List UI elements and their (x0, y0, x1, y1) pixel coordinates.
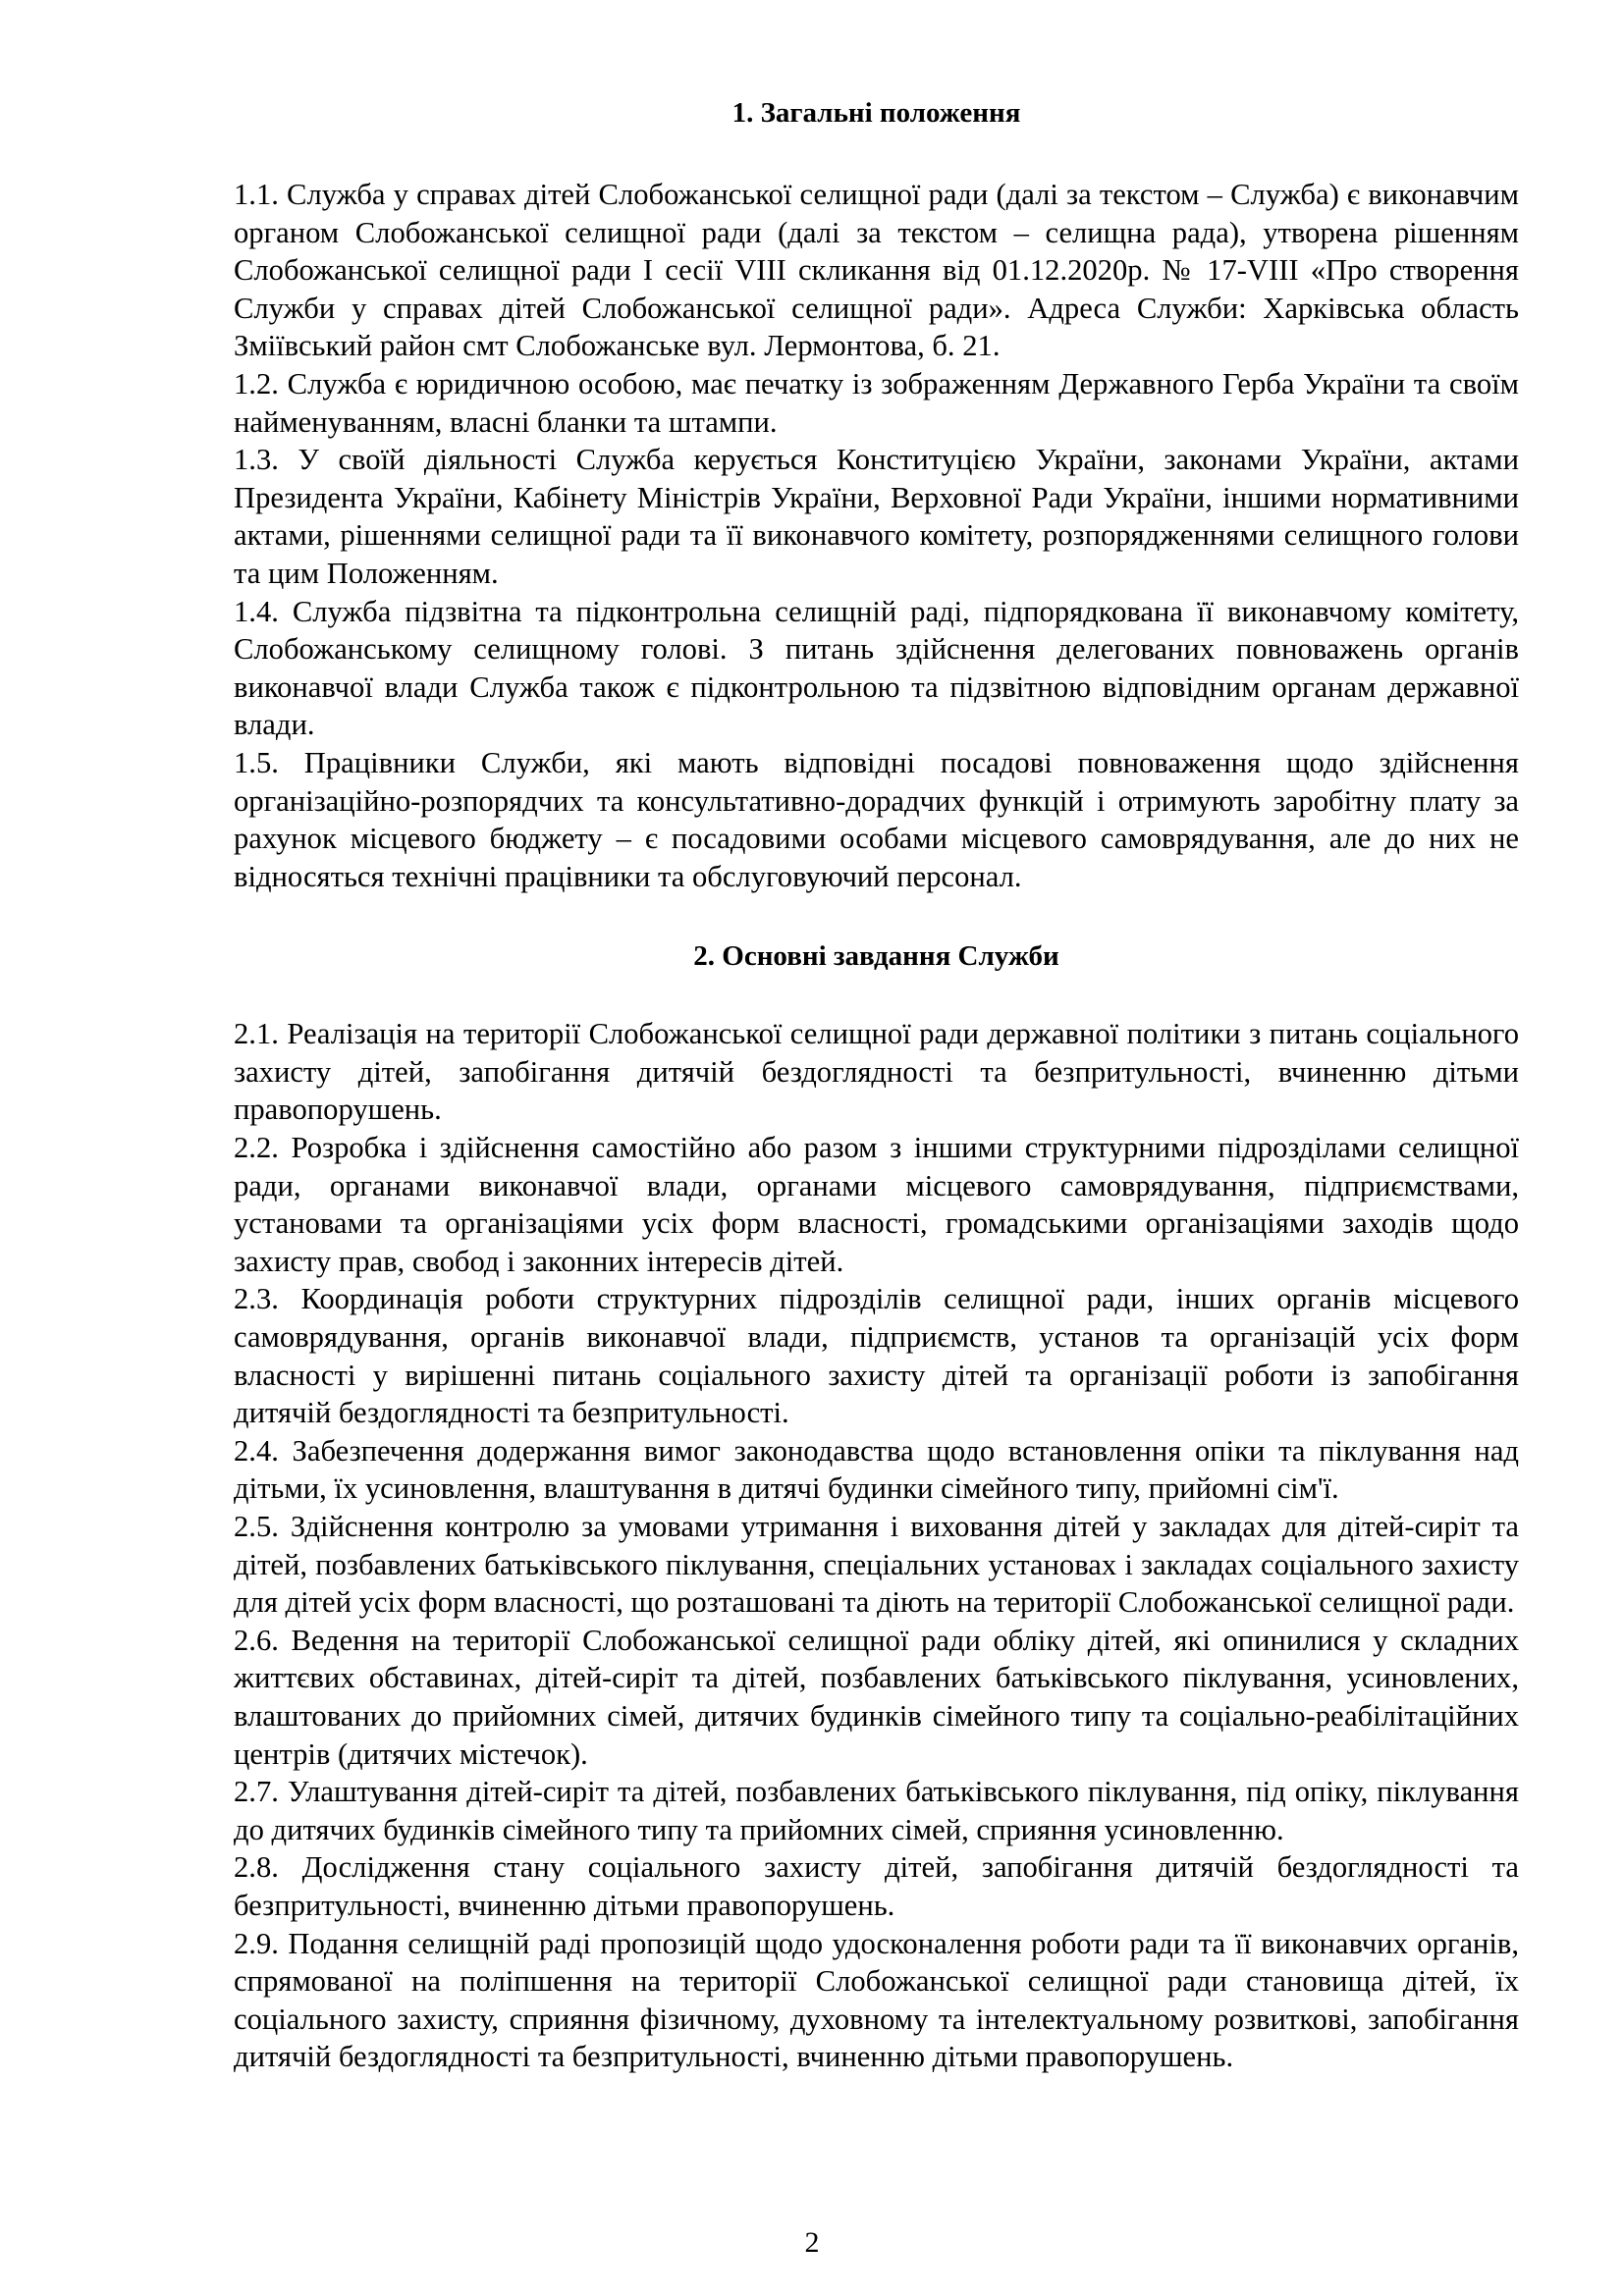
paragraph-2-1: 2.1. Реалізація на території Слобожанської селищної ради державної політики з питань соціального захисту дітей, запобігання дитячій бездоглядності та безпритульності, вчиненню дітьми правопорушень. (234, 1017, 1519, 1127)
section-1-body (234, 176, 1519, 895)
paragraph-2-6: 2.6. Ведення на території Слобожанської селищної ради обліку дітей, які опинилися у складних життєвих обставинах, дітей-сиріт та дітей, позбавлених батьківського піклування, усиновлених, влаштованих до прийомних сімей, дитячих будинків сімейного типу та соціально-реабілітаційних центрів (дитячих містечок). (234, 1623, 1519, 1771)
paragraph-1-3: 1.3. У своїй діяльності Служба керується Конституцією України, законами України, актами Президента України, Кабінету Міністрів України, Верховної Ради України, іншими нормативними актами, рішеннями селищної ради та її виконавчого комітету, розпорядженнями селищного голови та цим Положенням. (234, 443, 1519, 590)
paragraph-2-7: 2.7. Улаштування дітей-сиріт та дітей, позбавлених батьківського піклування, під опіку, піклування до дитячих будинків сімейного типу та прийомних сімей, сприяння усиновленню. (234, 1775, 1519, 1846)
section-2-heading: 2. Основні завдання Служби (693, 940, 1059, 973)
page-number: 2 (804, 2226, 820, 2259)
page-content (234, 93, 1519, 2076)
paragraph-2-5: 2.5. Здійснення контролю за умовами утримання і виховання дітей у закладах для дітей-сиріт та дітей, позбавлених батьківського піклування, спеціальних установах і закладах соціального захисту для дітей усіх форм власності, що розташовані та діють на території Слобожанської селищної ради. (234, 1510, 1519, 1620)
paragraph-2-3: 2.3. Координація роботи структурних підрозділів селищної ради, інших органів місцевого самоврядування, органів виконавчої влади, підприємств, установ та організацій усіх форм власності у вирішенні питань соціального захисту дітей та організації роботи із запобігання дитячій бездоглядності та безпритульності. (234, 1282, 1519, 1430)
section-2-body (234, 1015, 1519, 2076)
paragraph-1-5: 1.5. Працівники Служби, які мають відповідні посадові повноваження щодо здійснення організаційно-розпорядчих та консультативно-дорадчих функцій і отримують заробітну плату за рахунок місцевого бюджету – є посадовими особами місцевого самоврядування, але до них не відносяться технічні працівники та обслуговуючий персонал. (234, 745, 1519, 893)
paragraph-2-4: 2.4. Забезпечення додержання вимог законодавства щодо встановлення опіки та піклування над дітьми, їх усиновлення, влаштування в дитячі будинки сімейного типу, прийомні сім'ї. (234, 1433, 1519, 1506)
paragraph-1-2: 1.2. Служба є юридичною особою, має печатку із зображенням Державного Герба України та своїм найменуванням, власні бланки та штампи. (234, 366, 1519, 439)
paragraph-1-4: 1.4. Служба підзвітна та підконтрольна селищній раді, підпорядкована її виконавчому комітету, Слобожанському селищному голові. З питань здійснення делегованих повноважень органів виконавчої влади Служба також є підконтрольною та підзвітною відповідним органам державної влади. (234, 594, 1519, 742)
paragraph-2-8: 2.8. Дослідження стану соціального захисту дітей, запобігання дитячій бездоглядності та безпритульності, вчиненню дітьми правопорушень. (234, 1850, 1519, 1922)
section-1-heading: 1. Загальні положення (731, 97, 1021, 129)
paragraph-1-1: 1.1. Служба у справах дітей Слобожанської селищної ради (далі за текстом – Служба) є виконавчим органом Слобожанської селищної ради (далі за текстом – селищна рада), утворена рішенням Слобожанської селищної ради I сесії VIII скликання від 01.12.2020р. № 17-VIII «Про створення Служби у справах дітей Слобожанської селищної ради». Адреса Служби: Харківська область Зміївський район смт Слобожанське вул. Лермонтова, б. 21. (234, 178, 1519, 363)
paragraph-2-9: 2.9. Подання селищній раді пропозицій щодо удосконалення роботи ради та її виконавчих органів, спрямованої на поліпшення на території Слобожанської селищної ради становища дітей, їх соціального захисту, сприяння фізичному, духовному та інтелектуальному розвиткові, запобігання дитячій бездоглядності та безпритульності, вчиненню дітьми правопорушень. (234, 1926, 1519, 2074)
paragraph-2-2: 2.2. Розробка і здійснення самостійно або разом з іншими структурними підрозділами селищної ради, органами виконавчої влади, органами місцевого самоврядування, підприємствами, установами та організаціями усіх форм власності, громадськими організаціями заходів щодо захисту прав, свобод і законних інтересів дітей. (234, 1131, 1519, 1278)
